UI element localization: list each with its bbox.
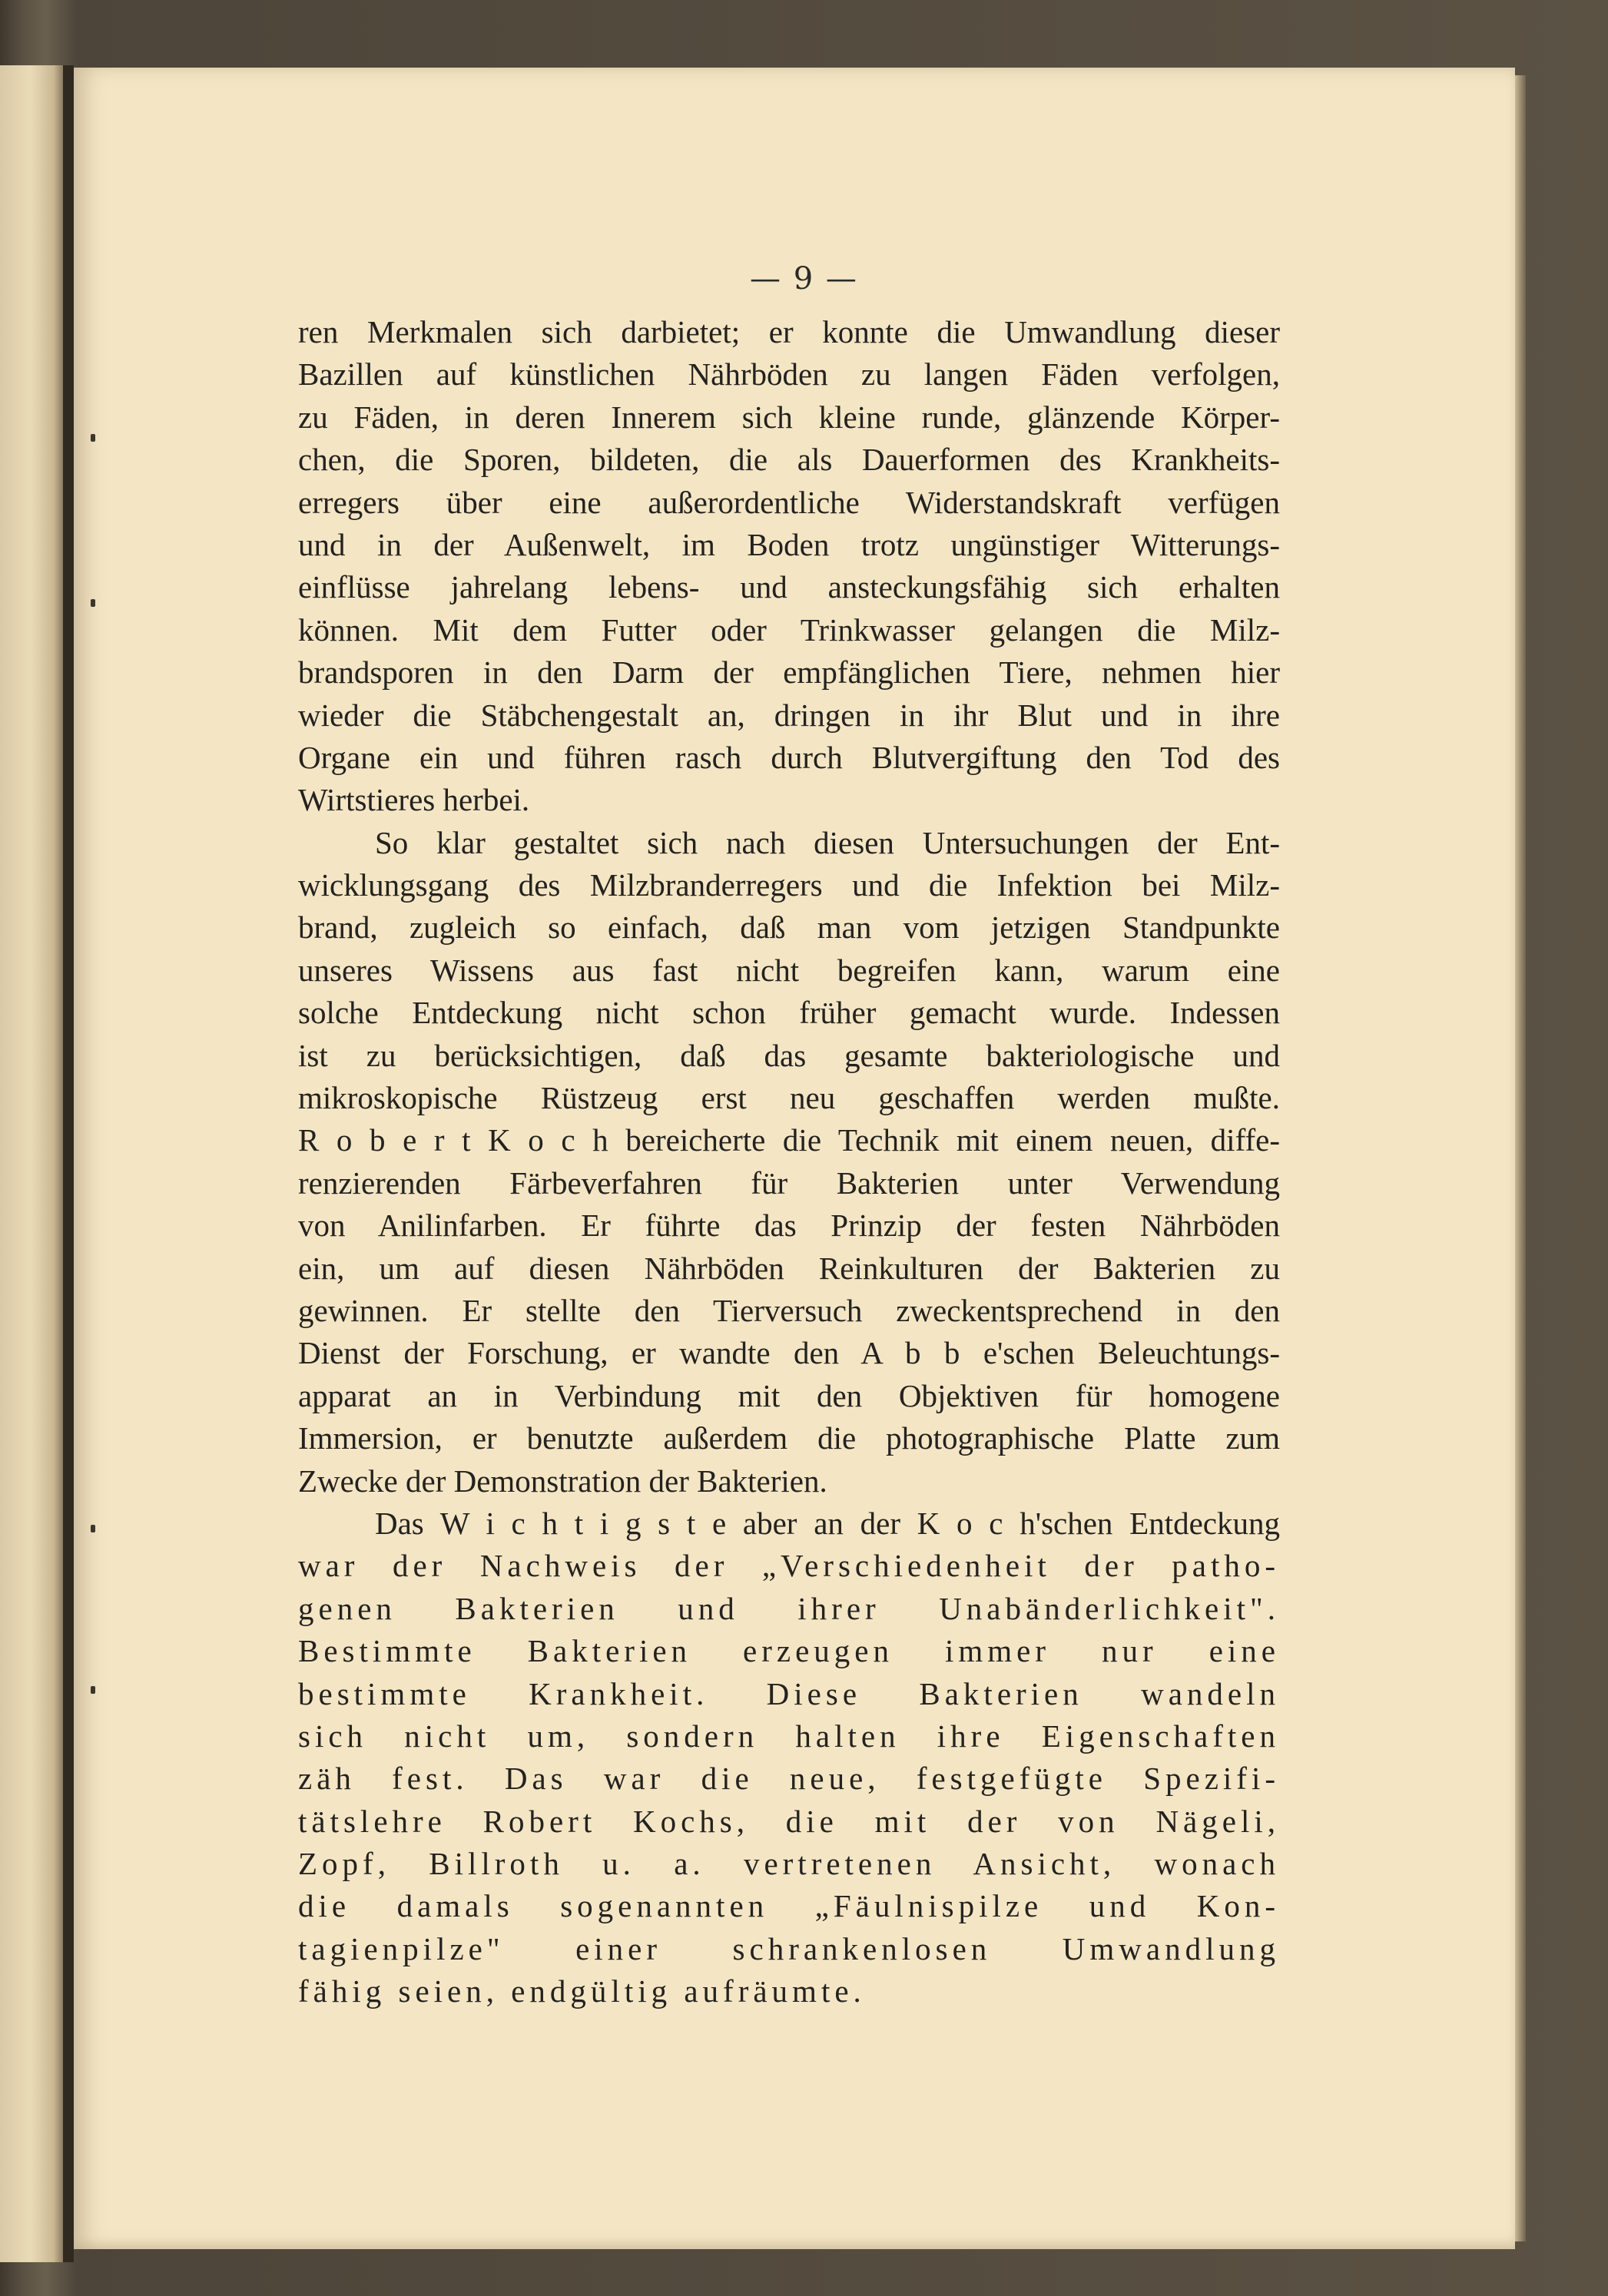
- text-line: Wirtstieres herbei.: [298, 782, 530, 818]
- text-line: apparat an in Verbindung mit den Objektiven für homogene: [298, 1377, 1280, 1413]
- text-line: können. Mit dem Futter oder Trinkwasser gelangen die Milz-: [298, 611, 1280, 648]
- text-line: und in der Außenwelt, im Boden trotz ungünstiger Witterungs-: [298, 526, 1280, 562]
- book-gutter: [63, 65, 74, 2262]
- text-line: einflüsse jahrelang lebens- und ansteckungsfähig sich erhalten: [298, 569, 1280, 605]
- body-text: [298, 311, 1280, 2013]
- text-line: tagienpilze" einer schrankenlosen Umwandlung: [298, 1930, 1280, 1966]
- margin-speck: [91, 1686, 95, 1694]
- text-line: die damals sogenannten „Fäulnispilze und Kon-: [298, 1888, 1280, 1924]
- text-line: bestimmte Krankheit. Diese Bakterien wandeln: [298, 1675, 1280, 1711]
- text-line: von Anilinfarben. Er führte das Prinzip der festen Nährböden: [298, 1208, 1280, 1244]
- text-line: zäh fest. Das war die neue, festgefügte Spezifi-: [298, 1761, 1280, 1797]
- text-line: solche Entdeckung nicht schon früher gemacht wurde. Indessen: [298, 995, 1280, 1031]
- text-line: ren Merkmalen sich darbietet; er konnte die Umwandlung dieser: [298, 314, 1280, 350]
- margin-speck: [91, 434, 95, 442]
- text-line: erregers über eine außerordentliche Widerstandskraft verfügen: [298, 484, 1280, 520]
- text-line: brand, zugleich so einfach, daß man vom jetzigen Standpunkte: [298, 909, 1280, 946]
- text-line: Organe ein und führen rasch durch Blutvergiftung den Tod des: [298, 739, 1280, 775]
- text-line: Bazillen auf künstlichen Nährböden zu langen Fäden verfolgen,: [298, 356, 1280, 393]
- text-line: wicklungsgang des Milzbranderregers und die Infektion bei Milz-: [298, 867, 1280, 903]
- text-line: R o b e r t K o c h bereicherte die Technik mit einem neuen, diffe-: [298, 1122, 1280, 1158]
- page-edge-shadow: [1515, 75, 1526, 2241]
- text-line: wieder die Stäbchengestalt an, dringen in ihr Blut und in ihre: [298, 697, 1280, 733]
- text-line: genen Bakterien und ihrer Unabänderlichkeit".: [298, 1590, 1280, 1626]
- text-line: sich nicht um, sondern halten ihre Eigenschaften: [298, 1718, 1280, 1754]
- text-line: brandsporen in den Darm der empfänglichen Tiere, nehmen hier: [298, 654, 1280, 691]
- text-line: ist zu berücksichtigen, daß das gesamte bakteriologische und: [298, 1037, 1280, 1073]
- text-line: fähig seien, endgültig aufräumte.: [298, 1973, 866, 2009]
- margin-speck: [91, 599, 95, 607]
- text-line: Dienst der Forschung, er wandte den A b b e'schen Beleuchtungs-: [298, 1335, 1280, 1371]
- text-line: Bestimmte Bakterien erzeugen immer nur eine: [298, 1633, 1280, 1669]
- text-line: ein, um auf diesen Nährböden Reinkulturen der Bakterien zu: [298, 1250, 1280, 1286]
- text-line: unseres Wissens aus fast nicht begreifen kann, warum eine: [298, 952, 1280, 988]
- text-line: Zwecke der Demonstration der Bakterien.: [298, 1463, 827, 1499]
- text-line: gewinnen. Er stellte den Tierversuch zweckentsprechend in den: [298, 1292, 1280, 1328]
- facing-page-edge: [0, 65, 63, 2262]
- text-line: zu Fäden, in deren Innerem sich kleine runde, glänzende Körper-: [298, 399, 1280, 435]
- text-line: Zopf, Billroth u. a. vertretenen Ansicht, wonach: [298, 1846, 1280, 1882]
- text-line: tätslehre Robert Kochs, die mit der von Nägeli,: [298, 1803, 1280, 1839]
- margin-speck: [91, 1525, 95, 1532]
- page-number: — 9 —: [750, 261, 858, 297]
- text-line: renzierenden Färbeverfahren für Bakterien unter Verwendung: [298, 1165, 1280, 1201]
- text-line: Das W i c h t i g s t e aber an der K o c h'schen Entdeckung: [375, 1505, 1280, 1541]
- text-line: mikroskopische Rüstzeug erst neu geschaffen werden mußte.: [298, 1080, 1280, 1116]
- text-line: So klar gestaltet sich nach diesen Untersuchungen der Ent-: [375, 824, 1280, 860]
- text-line: Immersion, er benutzte außerdem die photographische Platte zum: [298, 1420, 1280, 1456]
- text-line: chen, die Sporen, bildeten, die als Dauerformen des Krankheits-: [298, 442, 1280, 478]
- text-line: war der Nachweis der „Verschiedenheit der patho-: [298, 1548, 1280, 1584]
